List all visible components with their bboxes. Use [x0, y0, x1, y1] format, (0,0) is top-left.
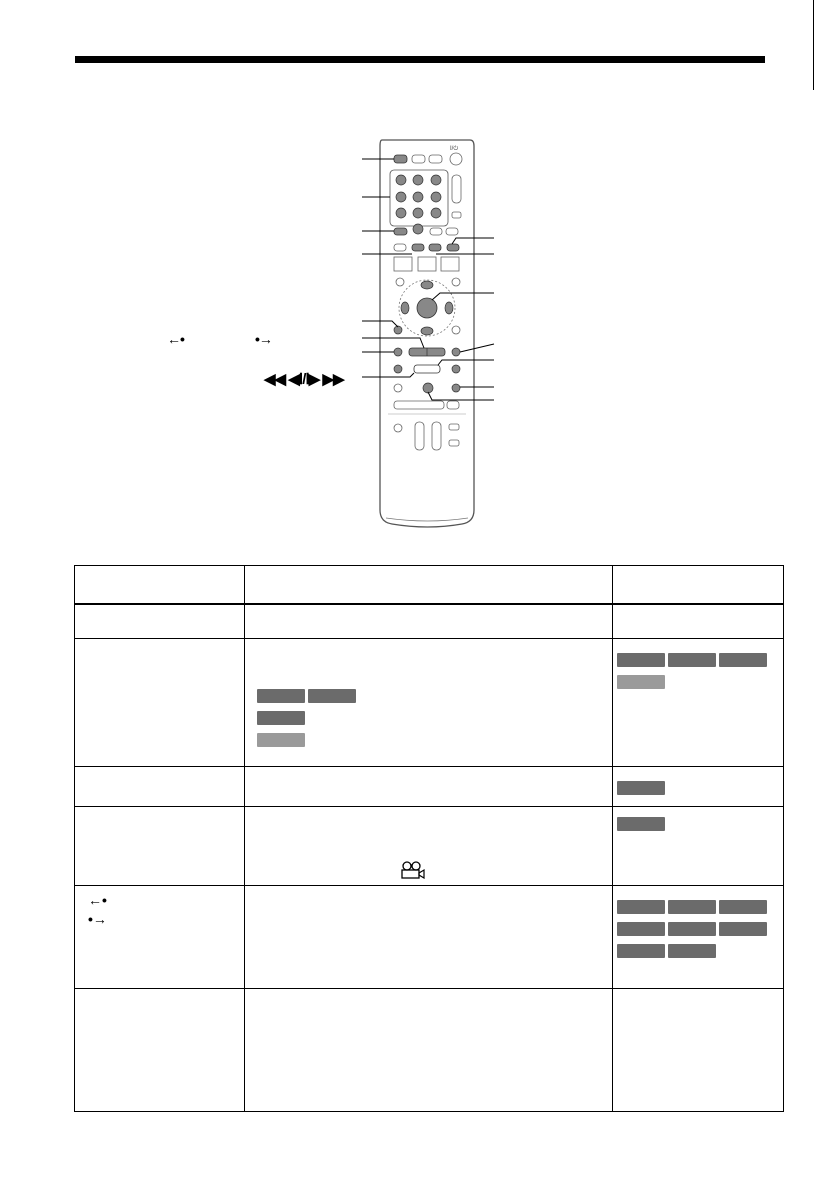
row-description	[245, 988, 613, 1111]
media-badge	[617, 922, 665, 936]
row-media-badges	[613, 885, 784, 988]
row-description	[245, 638, 613, 766]
table-row	[75, 604, 784, 638]
row-name	[75, 638, 245, 766]
media-badge	[719, 653, 767, 667]
function-table	[74, 565, 784, 1112]
row-media-badges	[613, 638, 784, 766]
row-name	[75, 885, 245, 988]
table-row	[75, 885, 784, 988]
row-description	[245, 604, 613, 638]
remote-illustration	[0, 0, 840, 540]
table-header-cell	[75, 566, 245, 605]
table-header-cell	[613, 566, 784, 605]
svg-text:I/⏻: I/⏻	[450, 146, 459, 152]
scan-slow-icons: ◀◀ ◀Ⅰ/Ⅰ▶ ▶▶	[264, 371, 344, 388]
skip-back-icon: ←•	[88, 891, 107, 908]
media-badge	[257, 689, 305, 703]
row-media-badges	[613, 806, 784, 885]
table-row	[75, 638, 784, 766]
media-badge	[668, 653, 716, 667]
media-badge	[617, 944, 665, 958]
media-badge	[719, 900, 767, 914]
camera-angle-icon	[400, 861, 426, 879]
row-description	[245, 766, 613, 806]
row-name	[75, 604, 245, 638]
row-description	[245, 806, 613, 885]
row-name	[75, 766, 245, 806]
media-badge	[668, 944, 716, 958]
skip-forward-icon: •→	[88, 910, 107, 927]
table-row	[75, 766, 784, 806]
row-media-badges	[613, 988, 784, 1111]
row-name	[75, 806, 245, 885]
table-header-cell	[245, 566, 613, 605]
remote-control-drawing	[0, 0, 840, 540]
row-description	[245, 885, 613, 988]
table-row	[75, 988, 784, 1111]
media-badge	[668, 900, 716, 914]
media-badge	[719, 922, 767, 936]
media-badge	[617, 900, 665, 914]
media-badge	[617, 653, 665, 667]
media-badge	[617, 781, 665, 795]
skip-back-icon: ←•	[167, 331, 184, 347]
media-badge	[257, 733, 305, 747]
table-row	[75, 806, 784, 885]
row-media-badges	[613, 604, 784, 638]
media-badge	[257, 711, 305, 725]
media-badge	[668, 922, 716, 936]
row-media-badges	[613, 766, 784, 806]
media-badge	[617, 675, 665, 689]
row-name	[75, 988, 245, 1111]
open-close-button	[394, 155, 407, 163]
media-badge	[308, 689, 356, 703]
media-badge	[617, 817, 665, 831]
skip-forward-icon: •→	[255, 331, 272, 347]
